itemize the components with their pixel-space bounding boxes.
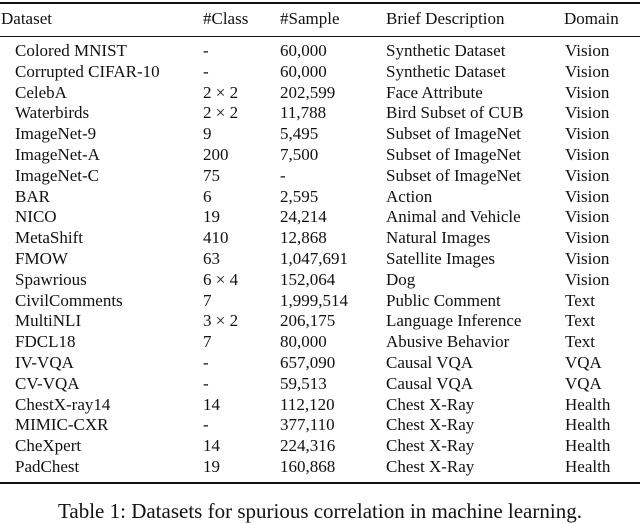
sample-cell: 1,999,514 bbox=[280, 290, 348, 310]
table-row bbox=[0, 62, 640, 83]
description-cell: Subset of ImageNet bbox=[386, 144, 522, 164]
description-cell: Chest X-Ray bbox=[386, 436, 475, 456]
sample-cell: 112,120 bbox=[280, 394, 335, 414]
table-row bbox=[0, 103, 640, 124]
dataset-cell: CheXpert bbox=[15, 436, 82, 456]
table-row bbox=[0, 457, 640, 478]
description-cell: Abusive Behavior bbox=[386, 332, 510, 352]
header-domain: Domain bbox=[564, 9, 619, 28]
class-cell: 2 × 2 bbox=[203, 82, 239, 102]
class-cell: 7 bbox=[203, 290, 212, 310]
domain-cell: VQA bbox=[565, 352, 602, 372]
class-cell: 2 × 2 bbox=[203, 103, 239, 123]
sample-cell: 60,000 bbox=[280, 61, 327, 81]
table-row bbox=[0, 291, 640, 312]
table-row bbox=[0, 207, 640, 228]
domain-cell: Text bbox=[565, 332, 595, 352]
sample-cell: 224,316 bbox=[280, 436, 336, 456]
dataset-cell: PadChest bbox=[15, 456, 80, 476]
table-row bbox=[0, 228, 640, 249]
dataset-cell: Spawrious bbox=[15, 269, 87, 289]
domain-cell: Vision bbox=[565, 144, 610, 164]
description-cell: Action bbox=[386, 186, 433, 206]
header-description: Brief Description bbox=[386, 9, 505, 28]
domain-cell: Vision bbox=[565, 41, 610, 60]
table-row bbox=[0, 166, 640, 187]
header-sample: #Sample bbox=[280, 9, 340, 28]
class-cell: 410 bbox=[203, 228, 229, 248]
sample-cell: 377,110 bbox=[280, 415, 335, 435]
domain-cell: Health bbox=[565, 394, 611, 414]
description-cell: Causal VQA bbox=[386, 373, 474, 393]
table-caption: Table 1: Datasets for spurious correlation in machine learning. bbox=[58, 499, 582, 523]
description-cell: Public Comment bbox=[386, 290, 501, 310]
domain-cell: VQA bbox=[565, 373, 602, 393]
description-cell: Language Inference bbox=[386, 311, 522, 331]
dataset-cell: CV-VQA bbox=[15, 373, 80, 393]
sample-cell: 59,513 bbox=[280, 373, 327, 393]
table-row bbox=[0, 436, 640, 457]
domain-cell: Vision bbox=[565, 124, 610, 144]
header-class: #Class bbox=[203, 9, 249, 28]
header-dataset: Dataset bbox=[1, 9, 52, 28]
sample-cell: 12,868 bbox=[280, 228, 327, 248]
domain-cell: Vision bbox=[565, 82, 610, 102]
class-cell: 75 bbox=[203, 165, 220, 185]
domain-cell: Vision bbox=[565, 165, 610, 185]
domain-cell: Text bbox=[565, 311, 595, 331]
table-row bbox=[0, 270, 640, 291]
description-cell: Natural Images bbox=[386, 228, 491, 248]
domain-cell: Health bbox=[565, 415, 611, 435]
domain-cell: Vision bbox=[565, 269, 610, 289]
sample-cell: - bbox=[280, 165, 286, 185]
class-cell: 19 bbox=[203, 456, 220, 476]
description-cell: Chest X-Ray bbox=[386, 456, 475, 476]
domain-cell: Vision bbox=[565, 61, 610, 81]
dataset-cell: NICO bbox=[15, 207, 57, 227]
description-cell: Chest X-Ray bbox=[386, 415, 475, 435]
dataset-cell: MetaShift bbox=[15, 228, 83, 248]
table-bottom-rule bbox=[0, 482, 640, 484]
domain-cell: Vision bbox=[565, 207, 610, 227]
dataset-cell: ImageNet-9 bbox=[15, 124, 97, 144]
sample-cell: 5,495 bbox=[280, 124, 319, 144]
description-cell: Subset of ImageNet bbox=[386, 124, 522, 144]
domain-cell: Health bbox=[565, 436, 611, 456]
sample-cell: 7,500 bbox=[280, 144, 319, 164]
table-row bbox=[0, 332, 640, 353]
dataset-cell: FMOW bbox=[15, 248, 68, 268]
sample-cell: 24,214 bbox=[280, 207, 327, 227]
table-row bbox=[0, 311, 640, 332]
domain-cell: Text bbox=[565, 290, 595, 310]
description-cell: Causal VQA bbox=[386, 352, 474, 372]
table-row bbox=[0, 353, 640, 374]
domain-cell: Health bbox=[565, 456, 611, 476]
class-cell: 9 bbox=[203, 124, 212, 144]
domain-cell: Vision bbox=[565, 186, 610, 206]
sample-cell: 202,599 bbox=[280, 82, 336, 102]
table-row bbox=[0, 374, 640, 395]
table-row bbox=[0, 41, 640, 62]
dataset-cell: Colored MNIST bbox=[15, 41, 127, 60]
dataset-cell: IV-VQA bbox=[15, 352, 74, 372]
description-cell: Bird Subset of CUB bbox=[386, 103, 524, 123]
dataset-cell: ChestX-ray14 bbox=[15, 394, 111, 414]
sample-cell: 657,090 bbox=[280, 352, 336, 372]
class-cell: 6 × 4 bbox=[203, 269, 239, 289]
description-cell: Animal and Vehicle bbox=[386, 207, 521, 227]
dataset-cell: BAR bbox=[15, 186, 50, 206]
sample-cell: 1,047,691 bbox=[280, 248, 348, 268]
sample-cell: 80,000 bbox=[280, 332, 327, 352]
domain-cell: Vision bbox=[565, 228, 610, 248]
class-cell: 63 bbox=[203, 248, 220, 268]
dataset-cell: MultiNLI bbox=[15, 311, 82, 331]
description-cell: Dog bbox=[386, 269, 416, 289]
class-cell: 200 bbox=[203, 144, 229, 164]
sample-cell: 60,000 bbox=[280, 41, 327, 60]
table-row bbox=[0, 249, 640, 270]
description-cell: Chest X-Ray bbox=[386, 394, 475, 414]
table-row bbox=[0, 187, 640, 208]
table-row bbox=[0, 83, 640, 104]
class-cell: 6 bbox=[203, 186, 212, 206]
class-cell: - bbox=[203, 41, 209, 60]
sample-cell: 160,868 bbox=[280, 456, 336, 476]
dataset-cell: CivilComments bbox=[15, 290, 123, 310]
class-cell: 3 × 2 bbox=[203, 311, 239, 331]
domain-cell: Vision bbox=[565, 248, 610, 268]
class-cell: 19 bbox=[203, 207, 220, 227]
class-cell: - bbox=[203, 415, 209, 435]
table-header-rule bbox=[0, 36, 640, 37]
table-row bbox=[0, 145, 640, 166]
dataset-cell: Waterbirds bbox=[15, 103, 90, 123]
class-cell: - bbox=[203, 61, 209, 81]
description-cell: Face Attribute bbox=[386, 82, 483, 102]
description-cell: Satellite Images bbox=[386, 248, 496, 268]
dataset-cell: FDCL18 bbox=[15, 332, 76, 352]
description-cell: Synthetic Dataset bbox=[386, 41, 506, 60]
sample-cell: 2,595 bbox=[280, 186, 319, 206]
table-row bbox=[0, 415, 640, 436]
description-cell: Synthetic Dataset bbox=[386, 61, 506, 81]
table-row bbox=[0, 395, 640, 416]
table-header-row bbox=[0, 6, 640, 32]
description-cell: Subset of ImageNet bbox=[386, 165, 522, 185]
sample-cell: 206,175 bbox=[280, 311, 336, 331]
class-cell: - bbox=[203, 373, 209, 393]
sample-cell: 11,788 bbox=[280, 103, 327, 123]
dataset-cell: Corrupted CIFAR-10 bbox=[15, 61, 160, 81]
table-body bbox=[0, 41, 640, 478]
class-cell: 7 bbox=[203, 332, 212, 352]
class-cell: 14 bbox=[203, 436, 220, 456]
dataset-cell: ImageNet-A bbox=[15, 144, 100, 164]
dataset-cell: CelebA bbox=[15, 82, 67, 102]
table-row bbox=[0, 124, 640, 145]
sample-cell: 152,064 bbox=[280, 269, 336, 289]
dataset-cell: ImageNet-C bbox=[15, 165, 100, 185]
domain-cell: Vision bbox=[565, 103, 610, 123]
class-cell: 14 bbox=[203, 394, 220, 414]
class-cell: - bbox=[203, 352, 209, 372]
dataset-cell: MIMIC-CXR bbox=[15, 415, 109, 435]
table-top-rule bbox=[0, 2, 640, 4]
